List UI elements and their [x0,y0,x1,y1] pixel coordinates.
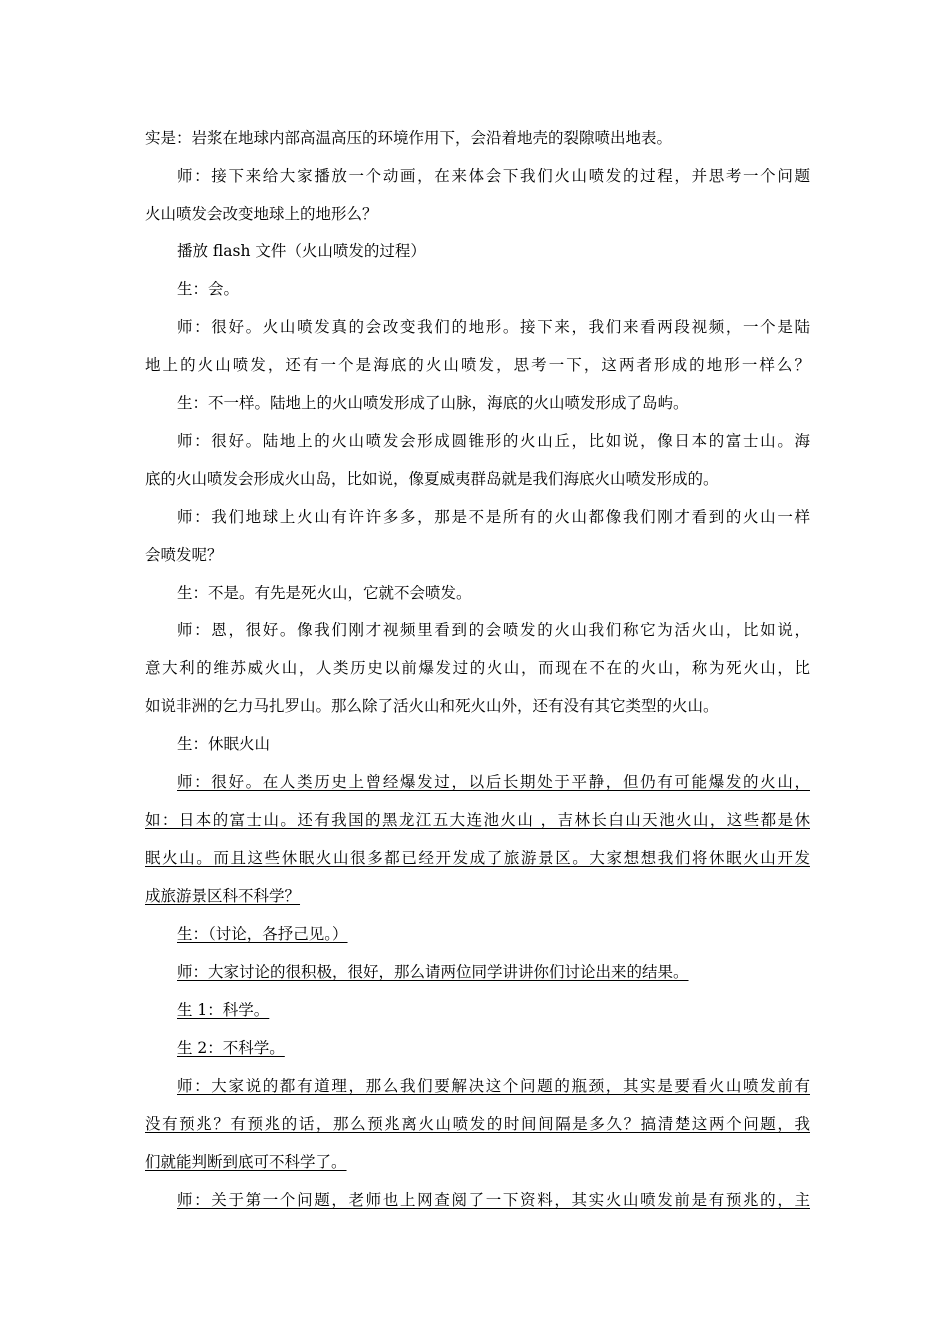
text-line-5: 生：会。 [177,280,240,298]
text-line-23: 师：大家讨论的很积极，很好，那么请两位同学讲讲你们讨论出来的结果。 [177,963,689,981]
text-line-8: 生：不一样。陆地上的火山喷发形成了山脉，海底的火山喷发形成了岛屿。 [177,394,689,412]
text-line-12: 会喷发呢？ [145,546,223,564]
text-line-19: 如：日本的富士山。还有我国的黑龙江五大连池火山 ，吉林长白山天池火山，这些都是休 [145,811,810,829]
text-line-18: 师：很好。在人类历史上曾经爆发过，以后长期处于平静，但仍有可能爆发的火山， [177,773,810,791]
text-line-27: 没有预兆？有预兆的话，那么预兆离火山喷发的时间间隔是多久？搞清楚这两个问题，我 [145,1115,810,1133]
text-line-26: 师：大家说的都有道理，那么我们要解决这个问题的瓶颈，其实是要看火山喷发前有 [177,1077,810,1095]
text-line-7: 地上的火山喷发，还有一个是海底的火山喷发，思考一下，这两者形成的地形一样么？ [145,356,810,374]
text-line-16: 如说非洲的乞力马扎罗山。那么除了活火山和死火山外，还有没有其它类型的火山。 [145,697,719,715]
text-line-11: 师：我们地球上火山有许许多多，那是不是所有的火山都像我们刚才看到的火山一样 [177,508,810,526]
text-line-24: 生 1：科学。 [177,1001,270,1019]
text-line-17: 生：休眠火山 [177,735,271,753]
text-line-4: 播放 flash 文件（火山喷发的过程） [177,242,426,260]
text-line-29: 师：关于第一个问题，老师也上网查阅了一下资料，其实火山喷发前是有预兆的，主 [177,1191,810,1209]
text-line-3: 火山喷发会改变地球上的地形么？ [145,205,378,223]
text-line-13: 生：不是。有先是死火山，它就不会喷发。 [177,584,472,602]
text-line-28: 们就能判断到底可不科学了。 [145,1153,347,1171]
text-line-14: 师：恩，很好。像我们刚才视频里看到的会喷发的火山我们称它为活火山，比如说， [177,621,810,639]
text-line-6: 师：很好。火山喷发真的会改变我们的地形。接下来，我们来看两段视频，一个是陆 [177,318,810,336]
text-line-15: 意大利的维苏威火山，人类历史以前爆发过的火山，而现在不在的火山，称为死火山，比 [145,659,810,677]
text-line-2: 师：接下来给大家播放一个动画，在来体会下我们火山喷发的过程，并思考一个问题 [177,167,810,185]
text-line-9: 师：很好。陆地上的火山喷发会形成圆锥形的火山丘，比如说，像日本的富士山。海 [177,432,810,450]
text-line-1: 实是：岩浆在地球内部高温高压的环境作用下，会沿着地壳的裂隙喷出地表。 [145,129,673,147]
text-line-25: 生 2：不科学。 [177,1039,285,1057]
text-line-21: 成旅游景区科不科学？ [145,887,301,905]
text-line-10: 底的火山喷发会形成火山岛，比如说，像夏威夷群岛就是我们海底火山喷发形成的。 [145,470,719,488]
text-line-22: 生：（讨论，各抒己见。） [177,925,348,943]
text-line-20: 眠火山。而且这些休眠火山很多都已经开发成了旅游景区。大家想想我们将休眠火山开发 [145,849,810,867]
